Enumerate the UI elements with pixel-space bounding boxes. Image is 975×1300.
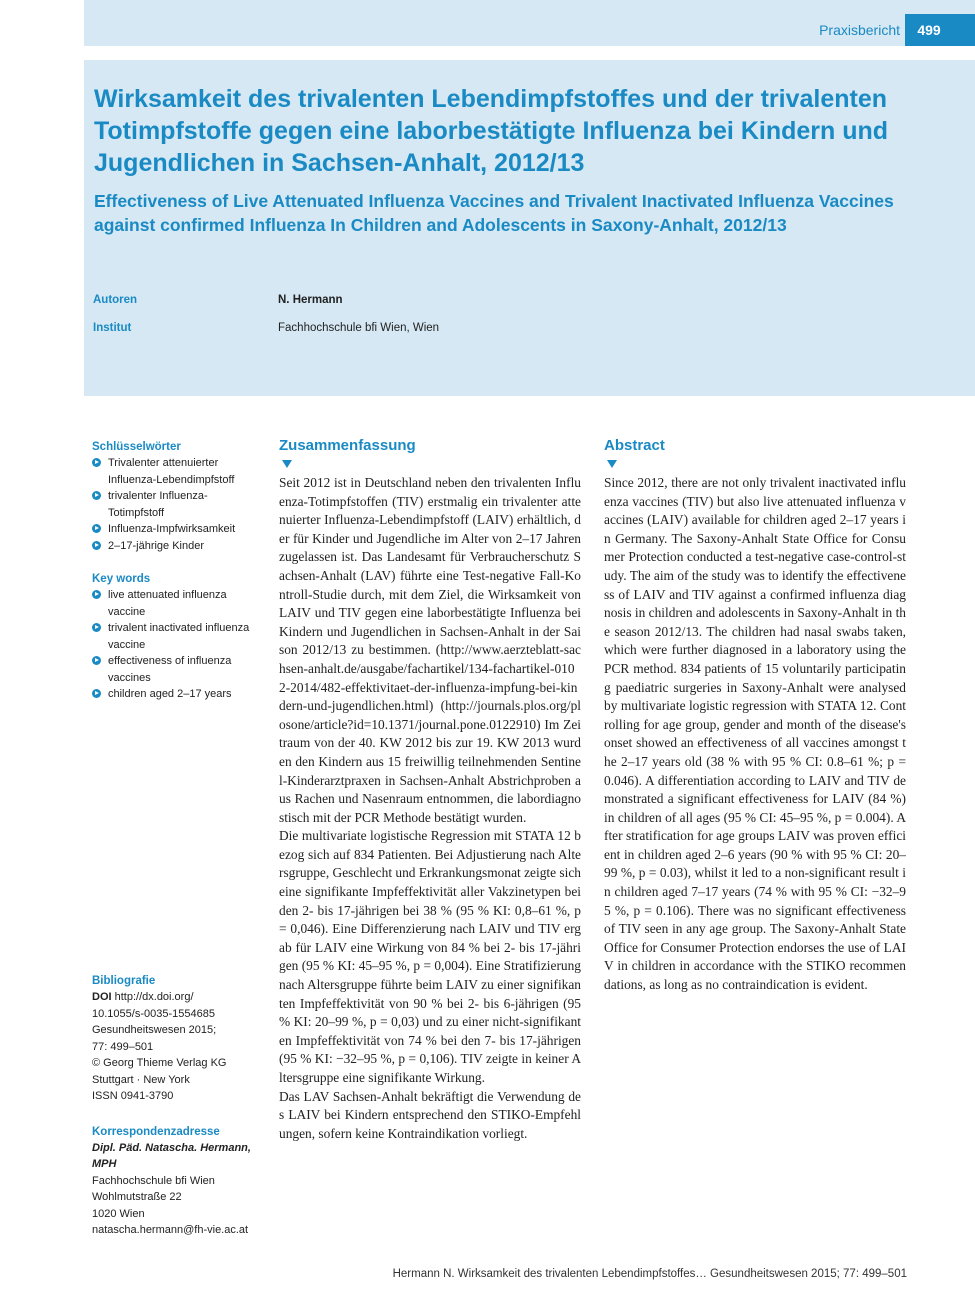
correspondence-heading: Korrespondenzadresse (92, 1125, 220, 1138)
bibliography-line: ISSN 0941-3790 (92, 1090, 174, 1102)
abstract-column (604, 437, 906, 995)
zusammenfassung-text (279, 474, 581, 1143)
triangle-down-icon (282, 460, 292, 468)
zusammenfassung-heading: Zusammenfassung (279, 437, 416, 454)
authors: N. Hermann (278, 294, 343, 306)
institute-label: Institut (93, 322, 132, 334)
authors-label: Autoren (93, 294, 138, 306)
correspondence-line: 1020 Wien (92, 1207, 145, 1220)
paragraph: Since 2012, there are not only trivalent inactivated influenza vaccines (TIV) but also live attenuated influenza vaccines (LAIV) available for children aged 2–17 years in Germany. The Saxony-Anhalt State Office for Consumer Protection conducted a test-negative case-control-study. The aim of the study was to identify the effectiveness of LAIV and TIV against a confirmed influenza diagnosis in children and adolescents in Saxony-Anhalt in the season 2012/13. The children had nasal swabs taken, which were further diagnosed in a laboratory using the PCR method. 834 patients of 15 voluntarily participating paediatric surgeries in Saxony-Anhalt were analysed by multivariate logistic regression with STATA 12. Controlling for age group, gender and month of the disease's onset showed an effectiveness of all vaccines amongst the 2–17 years old (38 % with 95 % CI: 0.8–61 %; p = 0.046). A differentiation according to LAIV and TIV demonstrated a significant effectiveness for LAIV (84 %) in children of all ages (95 % CI: 45–95 %, p = 0.004). After stratification for age groups LAIV was proven efficient in children aged 2–6 years (90 % with 95 % CI: 20–99 %, p = 0.03), whilst it led to a non-significant result in children aged 7–17 years (74 % with 95 % CI: −32–95 %, p = 0.106). There was no significant effectiveness of TIV seen in any age group. The Saxony-Anhalt State Office for Consumer Protection endorses the use of LAIV in children in accordance with the STIKO recommendations, as long as no contraindication is evident. (604, 475, 906, 993)
bibliography-line: 77: 499–501 (92, 1040, 154, 1053)
paragraph: Seit 2012 ist in Deutschland neben den trivalenten Influenza-Totimpfstoffen (TIV) erstmalig ein trivalenter attenuierter Influenza-Lebendimpfstoff (LAIV) erhältlich, der für Kinder und Jugendliche im Alter von 2–17 Jahren zugelassen ist. Das Landesamt für Verbraucherschutz Sachsen-Anhalt (LAV) führte eine Test-negative Fall-Kontroll-Studie durch, mit dem Ziel, die Wirksamkeit von LAIV und TIV gegen eine laborbestätigte Influenza bei Kindern und Jugendlichen in Sachsen-Anhalt in der Saison 2012/13 zu bestimmen. (http://www.aerzteblatt-sachsen-anhalt.de/ausgabe/fachartikel/134-fachartikel-0102-2014/482-effektivitaet-der-influenza-impfung-bei-kindern-und-jugendlichen.html) (http://journals.plos.org/plosone/article?id=10.1371/journal.pone.0122910) Im Zeitraum von der 40. KW 2012 bis zur 19. KW 2013 wurden den Kindern aus 15 freiwillig teilnehmenden Sentinel-Kinderarztpraxen in Sachsen-Anhalt Abstrichproben aus Rachen und Nasenraum entnommen, die labordiagnostisch mit der PCR Methode bestätigt wurden. (279, 475, 581, 825)
paragraph: Die multivariate logistische Regression mit STATA 12 bezog sich auf 834 Patienten. Bei Adjustierung nach Altersgruppe, Geschlecht und Erkrankungsmonat zeigte sich eine signifikante Impfeffektivität aller Vakzinetypen bei den 2- bis 17-jährigen bei 38 % (95 % KI: 0,8–61 %, p = 0,046). Eine Differenzierung nach LAIV und TIV ergab für LAIV eine Wirkung von 84 % bei 2- bis 17-jährigen (95 % KI: 45–95 %, p = 0,004). Eine Stratifizierung nach Altersgruppe führte beim LAIV zu einer signifikanten Impfeffektivität von 90 % bei 2- bis 6-jährigen (95 % KI: 20–99 %, p = 0,03) und zu einer nicht-signifikanten Impfeffektivität von 74 % bei den 7- bis 17-jährigen (95 % KI: −32–95 %, p = 0,106). TIV zeigte in keiner Altersgruppe eine signifikante Wirkung. (279, 828, 581, 1085)
keyword-item: Trivalenter attenuierter Influenza-Lebendimpfstoff (92, 455, 262, 488)
keyword-item: trivalent inactivated influenza vaccine (92, 620, 262, 653)
bibliography-line: Gesundheitswesen 2015; (92, 1024, 217, 1036)
doi-label: DOI (92, 991, 112, 1003)
keywords-en-heading: Key words (92, 573, 151, 585)
institute: Fachhochschule bfi Wien, Wien (278, 322, 440, 334)
title-block (84, 60, 975, 396)
keywords-de-list (92, 455, 262, 554)
bullet-arrow-icon (92, 541, 101, 550)
title-english: Effectiveness of Live Attenuated Influenza Vaccines and Trivalent Inactivated Influenza Vaccines against confirmed Influenza In Children and Adolescents in Saxony-Anhalt, 2012/13 (94, 191, 894, 235)
title-german: Wirksamkeit des trivalenten Lebendimpfstoffes und der trivalenten Totimpfstoffe gegen eine laborbestätigte Influenza bei Kindern und Jugendlichen in Sachsen-Anhalt, 2012/13 (94, 85, 889, 177)
correspondence-line: Fachhochschule bfi Wien (92, 1174, 215, 1187)
keyword-item: Influenza-Impfwirksamkeit (92, 521, 262, 538)
keyword-item: 2–17-jährige Kinder (92, 538, 262, 555)
correspondence-name: Dipl. Päd. Natascha. Hermann, MPH (92, 1141, 251, 1170)
correspondence-email[interactable]: natascha.hermann@fh-vie.ac.at (92, 1224, 249, 1236)
sidebar (92, 441, 262, 703)
correspondence-line: Wohlmutstraße 22 (92, 1191, 182, 1203)
bullet-arrow-icon (92, 689, 101, 698)
bullet-arrow-icon (92, 524, 101, 533)
bibliography-line: Stuttgart · New York (92, 1073, 190, 1086)
zusammenfassung-column (279, 437, 581, 1143)
abstract-heading: Abstract (604, 437, 665, 454)
keyword-item: trivalenter Influenza-Totimpfstoff (92, 488, 262, 521)
doi-line (92, 989, 262, 1006)
page-number-box (905, 14, 975, 46)
bullet-arrow-icon (92, 458, 101, 467)
bibliography-block (92, 975, 262, 1239)
abstract-text (604, 474, 906, 995)
bibliography-line: © Georg Thieme Verlag KG (92, 1057, 227, 1069)
keyword-item: effectiveness of influenza vaccines (92, 653, 262, 686)
section-label: Praxisbericht (819, 22, 900, 38)
bullet-arrow-icon (92, 491, 101, 500)
paragraph: Das LAV Sachsen-Anhalt bekräftigt die Verwendung des LAIV bei Kindern entsprechend den STIKO-Empfehlungen, sofern keine Kontraindikation vorliegt. (279, 1088, 581, 1141)
keyword-item: live attenuated influenza vaccine (92, 587, 262, 620)
bibliography-heading: Bibliografie (92, 975, 156, 987)
bullet-arrow-icon (92, 590, 101, 599)
keywords-de-heading: Schlüsselwörter (92, 441, 181, 453)
bullet-arrow-icon (92, 656, 101, 665)
keywords-en-list (92, 587, 262, 703)
keyword-item: children aged 2–17 years (92, 686, 262, 703)
triangle-down-icon (607, 460, 617, 468)
bullet-arrow-icon (92, 623, 101, 632)
doi-link[interactable]: http://dx.doi.org/ (114, 991, 194, 1003)
bibliography-line: 10.1055/s-0035-1554685 (92, 1007, 215, 1020)
page-number: 499 (917, 22, 941, 38)
footer-citation: Hermann N. Wirksamkeit des trivalenten Lebendimpfstoffes… Gesundheitswesen 2015; 77: 499–501 (392, 1268, 907, 1280)
